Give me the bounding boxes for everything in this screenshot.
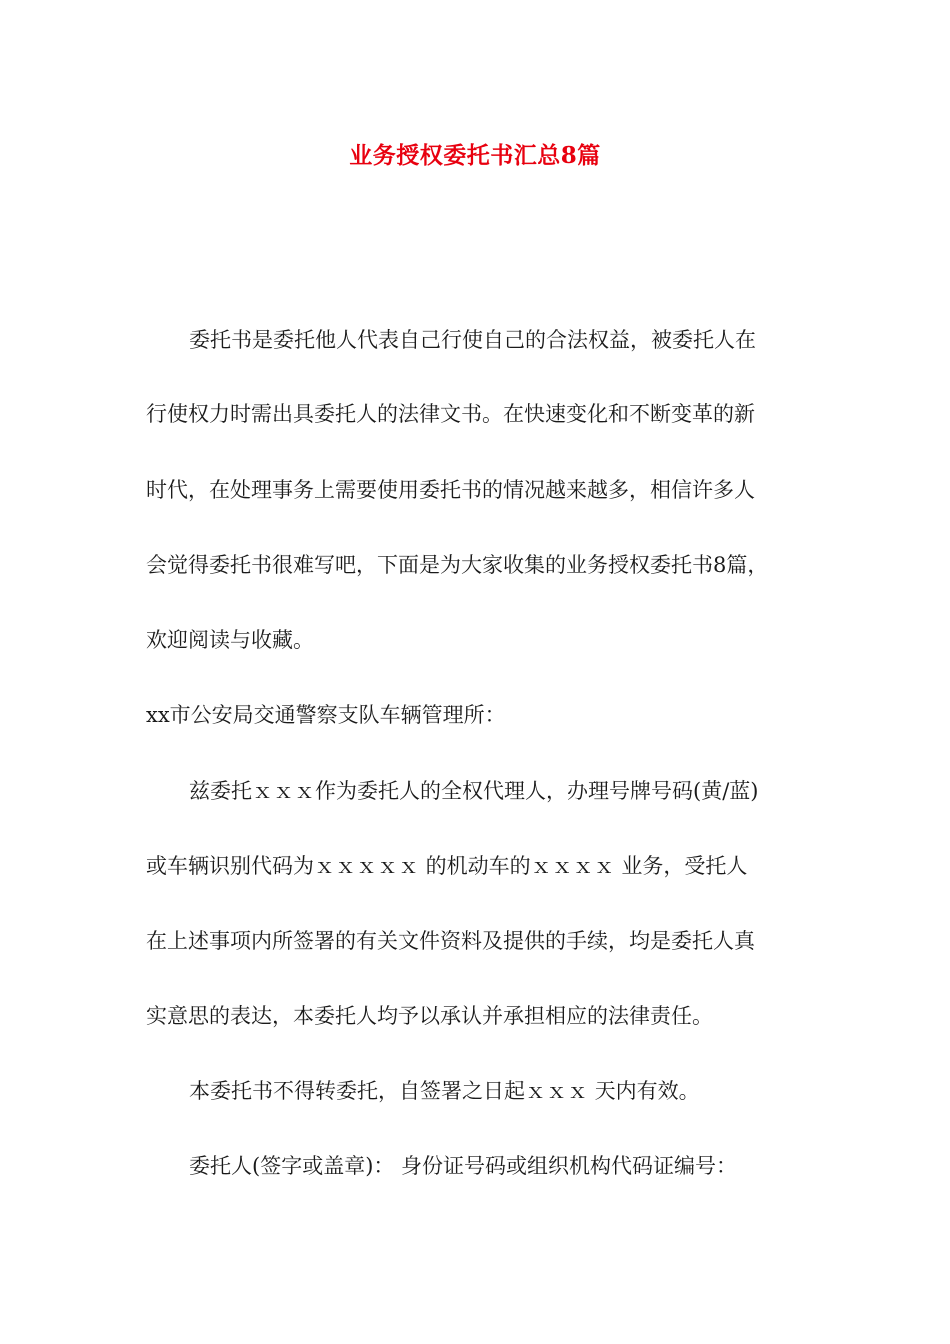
addressee-line: xx市公安局交通警察支队车辆管理所： bbox=[146, 703, 506, 727]
intro-line-4: 会觉得委托书很难写吧，下面是为大家收集的业务授权委托书8篇， bbox=[146, 553, 769, 577]
intro-line-5: 欢迎阅读与收藏。 bbox=[146, 628, 314, 652]
intro-line-2: 行使权力时需出具委托人的法律文书。在快速变化和不断变革的新 bbox=[146, 402, 755, 426]
body-line-1: 兹委托ｘｘｘ作为委托人的全权代理人，办理号牌号码(黄/蓝) bbox=[189, 779, 759, 803]
validity-line: 本委托书不得转委托，自签署之日起ｘｘｘ 天内有效。 bbox=[189, 1079, 700, 1103]
intro-line-1: 委托书是委托他人代表自己行使自己的合法权益，被委托人在 bbox=[189, 328, 756, 352]
body-line-4: 实意思的表达，本委托人均予以承认并承担相应的法律责任。 bbox=[146, 1004, 713, 1028]
intro-line-3: 时代，在处理事务上需要使用委托书的情况越来越多，相信许多人 bbox=[146, 478, 755, 502]
body-line-3: 在上述事项内所签署的有关文件资料及提供的手续，均是委托人真 bbox=[146, 929, 755, 953]
signature-line: 委托人(签字或盖章)： 身份证号码或组织机构代码证编号： bbox=[189, 1154, 738, 1178]
document-title: 业务授权委托书汇总8篇 bbox=[349, 142, 601, 169]
body-line-2: 或车辆识别代码为ｘｘｘｘｘ 的机动车的ｘｘｘｘ 业务，受托人 bbox=[146, 854, 748, 878]
